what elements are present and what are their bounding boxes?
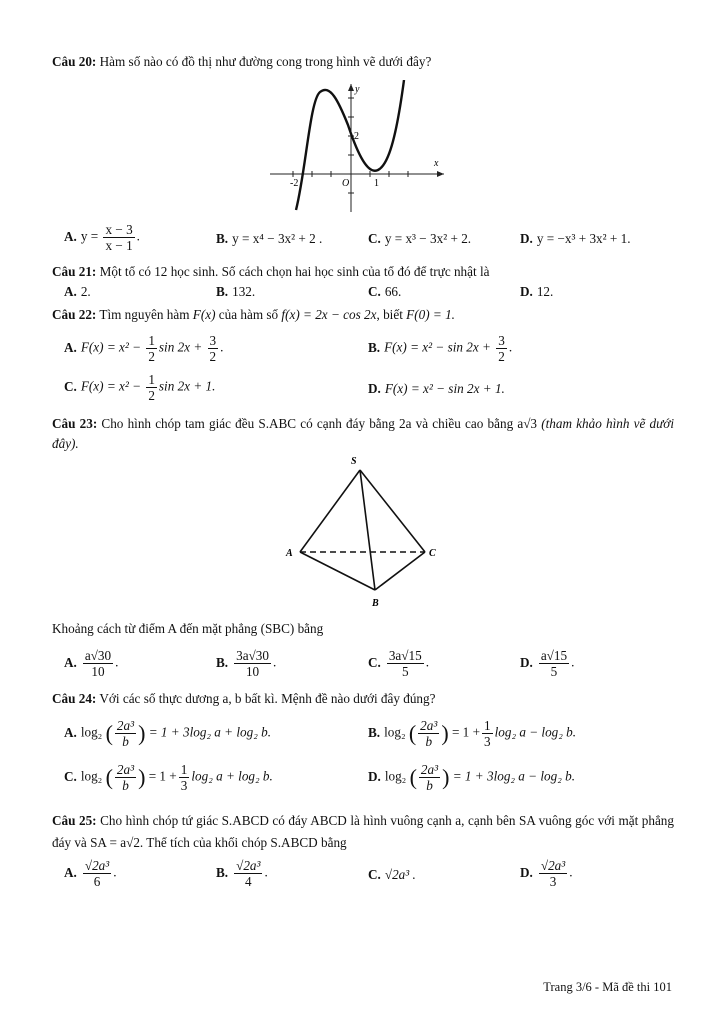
q23-option-a: A. $\frac{a√30}{10}$ .	[64, 648, 119, 679]
question-21-text: Một tổ có 12 học sinh. Số cách chọn hai học sinh của tổ đó để trực nhật là	[99, 264, 490, 279]
graph-origin-label: O	[342, 178, 350, 189]
page-footer: Trang 3/6 - Mã đề thi 101	[543, 980, 672, 994]
vertex-b: B	[372, 598, 379, 609]
graph-tick-2: 2	[354, 131, 359, 142]
q21-option-d: D. 12.	[520, 284, 554, 299]
question-25-label: Câu 25:	[52, 813, 97, 828]
question-22: Câu 22: Tìm nguyên hàm F(x) của hàm số f(x) = 2x − cos 2x, biết F(0) = 1.	[52, 307, 455, 322]
question-20-text: Hàm số nào có đồ thị như đường cong trong hình vẽ dưới đây?	[99, 54, 432, 69]
q21-option-c: C. 66.	[368, 284, 402, 299]
q22-option-d: D. F(x) = x² − sin 2x + 1.	[368, 381, 505, 396]
q25-option-b: B. $\frac{\text{√2a³}}{4}$ .	[216, 858, 268, 889]
pyramid-figure	[280, 452, 445, 612]
question-23-label: Câu 23:	[52, 416, 98, 431]
q24-option-d: D. log₂ ( $\frac{\text{2a³}}{b}$ ) = 1 + 3log₂ a − log₂ b.	[368, 762, 576, 793]
q23-option-b: B. $\frac{3a√30}{10}$ .	[216, 648, 277, 679]
q20-option-c: C. y = x³ − 3x² + 2.	[368, 231, 472, 246]
q23-option-c: C. $\frac{3a√15}{5}$ .	[368, 648, 429, 679]
q20-option-b: B. y = x⁴ − 3x² + 2 .	[216, 231, 323, 246]
q24-option-b: B. log₂ ( $\frac{\text{2a³}}{b}$ ) = 1 + $\frac{1}{3}$ log₂ a − log₂ b.	[368, 718, 577, 749]
graph-tick-neg2: -2	[290, 178, 299, 189]
q23-option-d: D. $\frac{a√15}{5}$ .	[520, 648, 575, 679]
q20-option-a: A. y = $\frac{x - 3}{x - 1}$ .	[64, 222, 140, 253]
q25-option-d: D. $\frac{\text{√2a³}}{3}$ .	[520, 858, 573, 889]
q22-option-a: A. F(x) = x² − $\frac{1}{2}$ sin 2x + $\frac{3}{2}$ .	[64, 333, 224, 364]
question-20	[52, 52, 674, 72]
question-22-label: Câu 22:	[52, 307, 97, 322]
graph-y-label: y	[355, 84, 360, 95]
vertex-c: C	[429, 548, 436, 559]
q20-option-d: D. y = −x³ + 3x² + 1.	[520, 231, 631, 246]
q22-option-c: C. F(x) = x² − $\frac{1}{2}$ sin 2x + 1.	[64, 372, 216, 403]
question-23-prompt: Khoảng cách từ điểm A đến mặt phẳng (SBC) bằng	[52, 621, 324, 636]
question-24-label: Câu 24:	[52, 691, 97, 706]
graph-tick-1: 1	[374, 178, 379, 189]
function-graph	[262, 80, 452, 215]
question-21	[52, 262, 674, 282]
q25-option-c: C. √2a³ .	[368, 867, 416, 882]
q21-option-a: A. 2.	[64, 284, 91, 299]
question-20-label: Câu 20:	[52, 54, 97, 69]
question-21-label: Câu 21:	[52, 264, 97, 279]
q25-option-a: A. $\frac{\text{√2a³}}{6}$ .	[64, 858, 117, 889]
q21-option-b: B. 132.	[216, 284, 256, 299]
question-24: Câu 24: Với các số thực dương a, b bất kì. Mệnh đề nào dưới đây đúng?	[52, 691, 436, 706]
vertex-a: A	[286, 548, 293, 559]
graph-x-label: x	[434, 158, 439, 169]
q22-option-b: B. F(x) = x² − sin 2x + $\frac{3}{2}$ .	[368, 333, 513, 364]
question-23: Câu 23: Cho hình chóp tam giác đều S.ABC có cạnh đáy bằng 2a và chiều cao bằng a√3 (tham khảo hình vẽ dưới đây).	[52, 416, 674, 451]
q24-option-c: C. log₂ ( $\frac{\text{2a³}}{b}$ ) = 1 + $\frac{1}{3}$ log₂ a + log₂ b.	[64, 762, 273, 793]
question-25: Câu 25: Cho hình chóp tứ giác S.ABCD có đáy ABCD là hình vuông cạnh a, cạnh bên SA vuông góc với mặt phẳng đáy và SA = a√2. Thể tích của khối chóp S.ABCD bằng	[52, 813, 674, 850]
vertex-s: S	[351, 456, 357, 467]
q24-option-a: A. log₂ ( $\frac{\text{2a³}}{b}$ ) = 1 + 3log₂ a + log₂ b.	[64, 718, 272, 749]
